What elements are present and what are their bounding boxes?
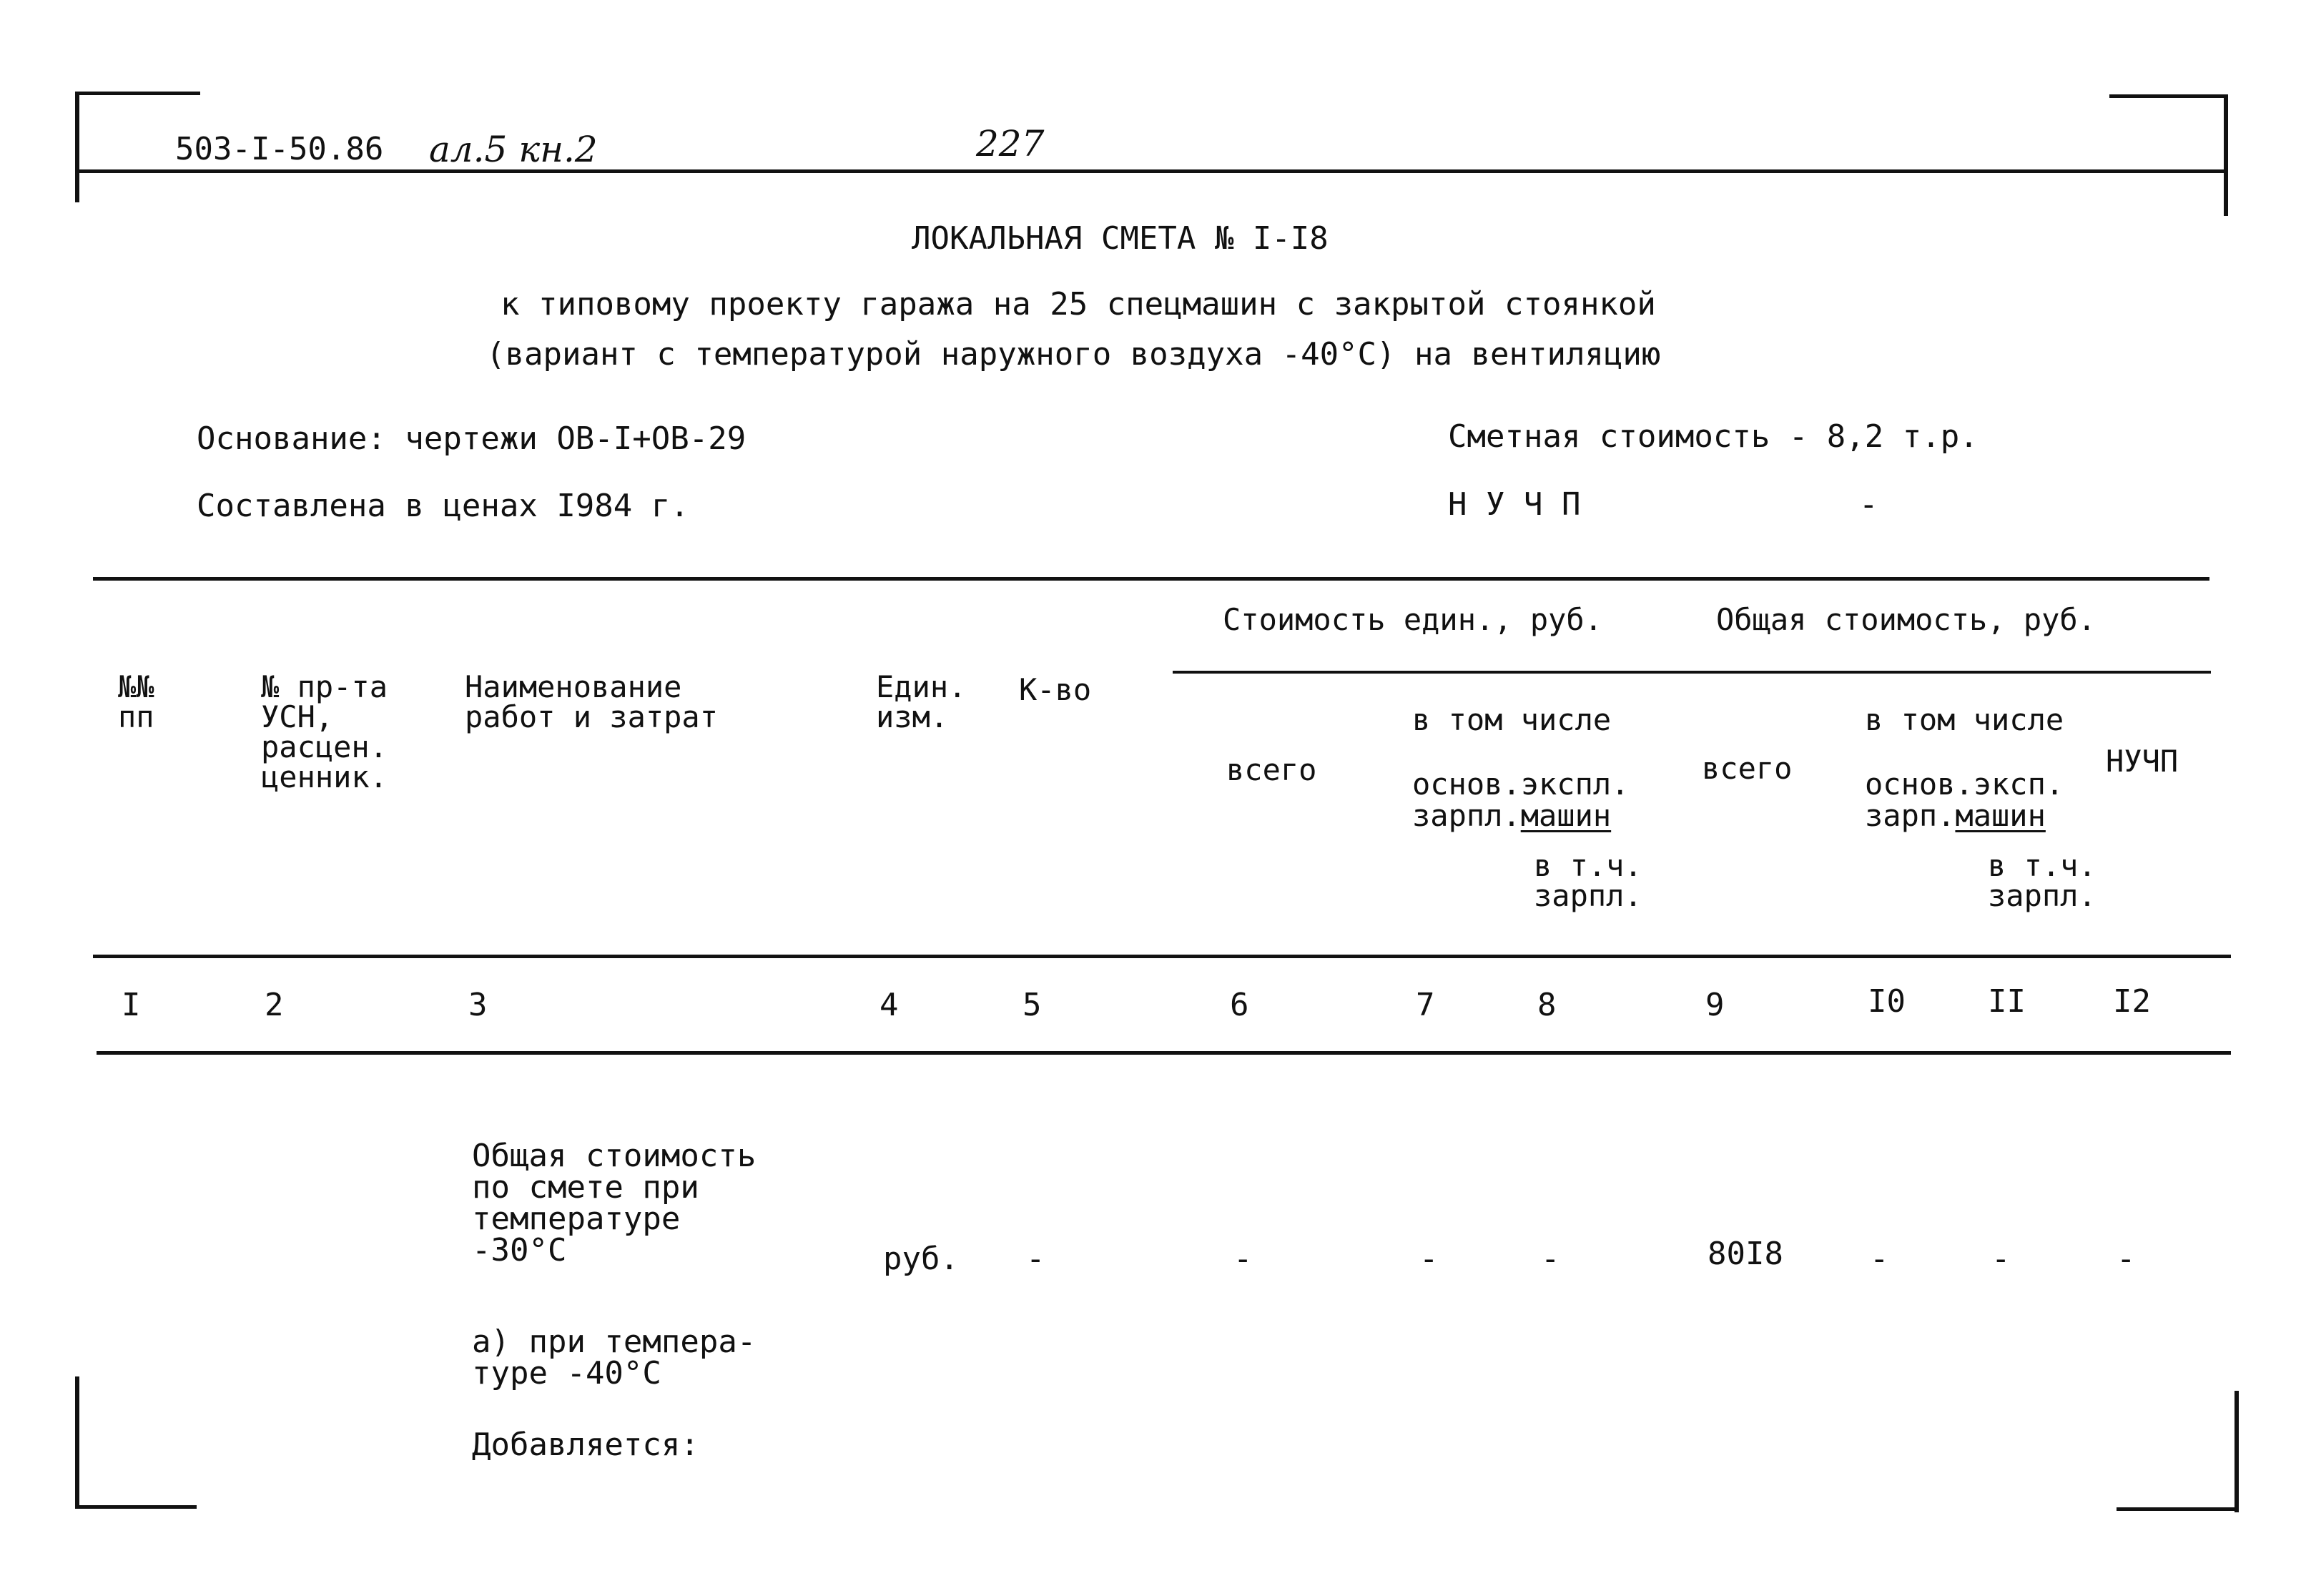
column-number-3: 3 xyxy=(468,987,488,1023)
row-unit-machines: - xyxy=(1541,1241,1560,1277)
doc-code: 503-I-50.86 xyxy=(175,131,384,167)
total-breakdown-line1: основ.эксп. xyxy=(1865,767,2064,802)
total-machines-salary-label: в т.ч. зарпл. xyxy=(1988,848,2096,913)
total-machines-label: машин xyxy=(1955,798,2046,833)
col-header-unit-total: всего xyxy=(1226,752,1317,787)
unit-basic-salary-label: зарпл. xyxy=(1412,798,1521,833)
header-bottom-rule xyxy=(93,955,2231,958)
unit-machines-salary-label: в т.ч. зарпл. xyxy=(1534,848,1642,913)
nuchp-value: - xyxy=(1859,486,1878,523)
frame-top-right xyxy=(2109,94,2228,98)
estimate-subtitle-2: (вариант с температурой наружного воздуха -40°С) на вентиляцию xyxy=(486,336,1661,373)
col-header-unit: Един. изм. xyxy=(876,669,967,734)
basis-text: Основание: чертежи ОВ-I+ОВ-29 xyxy=(197,420,747,457)
column-number-1: I xyxy=(122,987,141,1023)
col-header-nuchp: НУЧП xyxy=(2106,744,2179,779)
frame-right-top xyxy=(2224,94,2228,216)
column-number-4: 4 xyxy=(879,987,899,1023)
numbers-bottom-rule xyxy=(97,1051,2231,1055)
row-name: Общая стоимость по смете при температуре -30°С xyxy=(472,1138,757,1269)
table-top-rule xyxy=(93,577,2209,581)
row-unit-total: - xyxy=(1233,1241,1253,1277)
row-unit: руб. xyxy=(883,1241,959,1277)
col-header-usn: № пр-та УСН, расцен. ценник. xyxy=(261,669,388,794)
col-header-name: Наименование работ и затрат xyxy=(465,669,719,734)
total-breakdown-line2 xyxy=(1865,798,2046,833)
column-number-2: 2 xyxy=(265,987,284,1023)
column-number-5: 5 xyxy=(1023,987,1042,1023)
frame-left-top xyxy=(75,92,79,202)
row-unit-salary: - xyxy=(1419,1241,1439,1277)
unit-breakdown-line2 xyxy=(1412,798,1611,833)
group-total-cost: Общая стоимость, руб. xyxy=(1716,602,2096,637)
total-including-label: в том числе xyxy=(1865,702,2064,737)
total-basic-salary-label: зарп. xyxy=(1865,798,1956,833)
header-rule xyxy=(75,169,2228,173)
page-number: 227 xyxy=(976,123,1045,164)
column-number-7: 7 xyxy=(1416,987,1435,1023)
cost-group-rule xyxy=(1173,671,2211,674)
row-total-salary: - xyxy=(1870,1241,1889,1277)
column-number-9: 9 xyxy=(1705,987,1725,1023)
col-header-grand-total: всего xyxy=(1702,751,1793,786)
group-unit-cost: Стоимость един., руб. xyxy=(1223,602,1603,637)
nuchp-label: Н У Ч П xyxy=(1448,486,1581,523)
estimated-cost: Сметная стоимость - 8,2 т.р. xyxy=(1448,418,1979,455)
column-number-12: I2 xyxy=(2113,983,2151,1020)
row-grand-total: 80I8 xyxy=(1708,1236,1783,1272)
row-quantity: - xyxy=(1026,1241,1045,1277)
unit-machines-label: машин xyxy=(1520,798,1612,833)
added-label: Добавляется: xyxy=(472,1427,699,1463)
column-number-8: 8 xyxy=(1537,987,1557,1023)
column-number-11: II xyxy=(1988,983,2026,1020)
unit-including-label: в том числе xyxy=(1412,702,1612,737)
frame-right-bottom xyxy=(2234,1391,2239,1512)
frame-bottom-left xyxy=(75,1505,197,1509)
column-number-10: I0 xyxy=(1868,983,1906,1020)
estimate-subtitle-1: к типовому проекту гаража на 25 спецмашин с закрытой стоянкой xyxy=(501,286,1656,322)
column-number-6: 6 xyxy=(1230,987,1249,1023)
estimate-title: ЛОКАЛЬНАЯ СМЕТА № I-I8 xyxy=(912,220,1329,257)
prices-text: Составлена в ценах I984 г. xyxy=(197,488,689,524)
col-header-quantity: К-во xyxy=(1019,672,1092,707)
frame-top-left xyxy=(75,92,200,95)
handwritten-reference: ал.5 кн.2 xyxy=(429,129,598,170)
row-total-machines: - xyxy=(1991,1241,2011,1277)
frame-left-bottom xyxy=(75,1376,79,1509)
col-header-row-number: №№ пп xyxy=(118,669,154,734)
frame-bottom-right xyxy=(2117,1507,2239,1511)
unit-breakdown-line1: основ.экспл. xyxy=(1412,767,1630,802)
variant-note: а) при темпера- туре -40°С xyxy=(472,1324,757,1391)
row-nuchp: - xyxy=(2117,1241,2136,1277)
